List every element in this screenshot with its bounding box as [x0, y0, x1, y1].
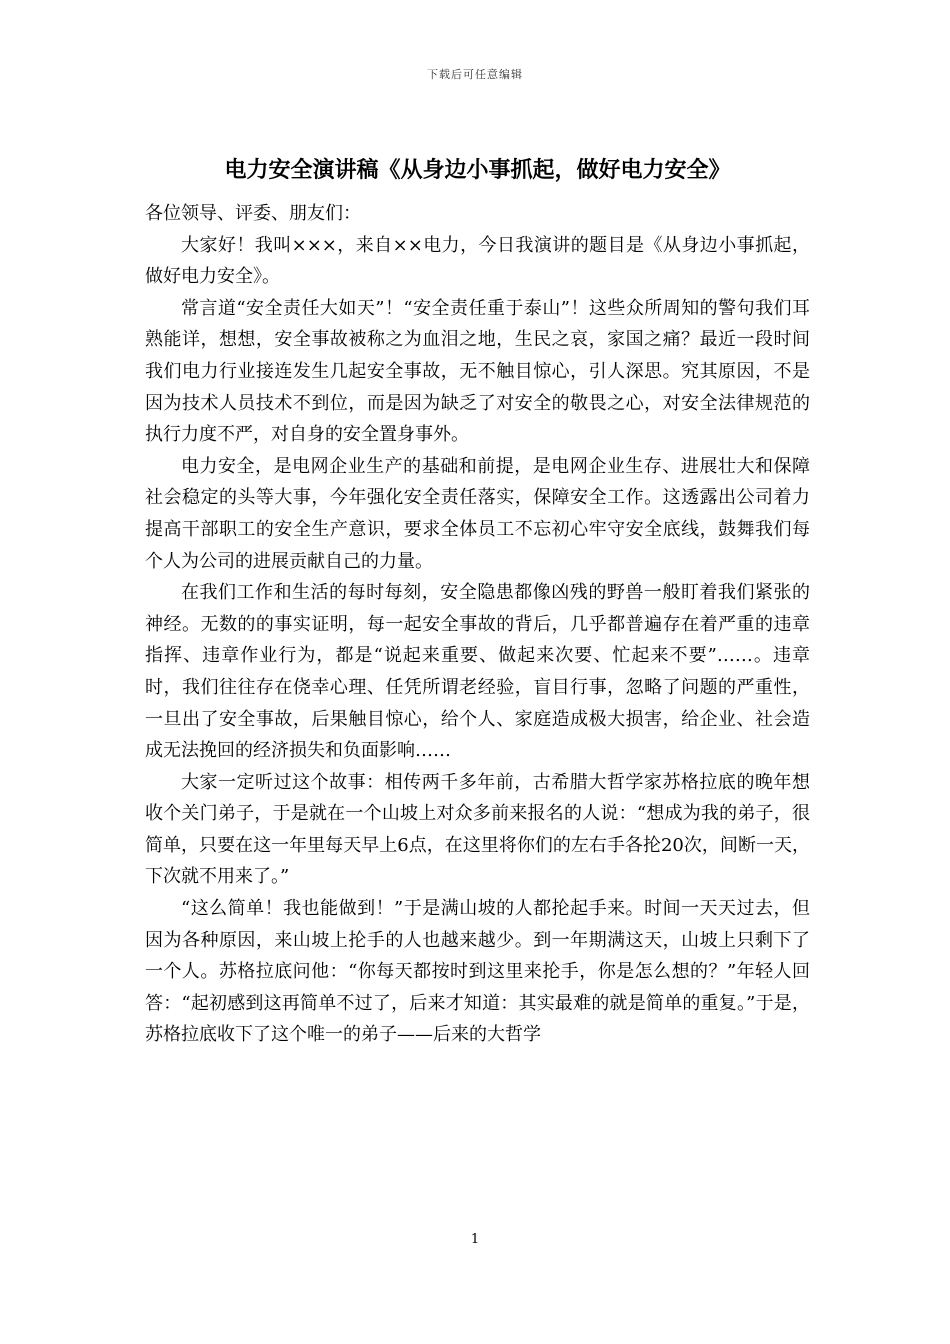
- document-body: [145, 198, 810, 1051]
- paragraph: “这么简单！我也能做到！”于是满山坡的人都抡起手来。时间一天天过去，但因为各种原因，来山坡上抡手的人也越来越少。到一年期满这天，山坡上只剩下了一个人。苏格拉底问他：“你每天都按时到这里来抡手，你是怎么想的？”年轻人回答：“起初感到这再简单不过了，后来才知道：其实最难的就是简单的重复。”于是，苏格拉底收下了这个唯一的弟子——后来的大哲学: [145, 898, 810, 1046]
- salutation: 各位领导、评委、朋友们：: [145, 203, 361, 224]
- paragraph: 大家一定听过这个故事：相传两千多年前，古希腊大哲学家苏格拉底的晚年想收个关门弟子，于是就在一个山坡上对众多前来报名的人说：“想成为我的弟子，很简单，只要在这一年里每天早上6点，在这里将你们的左右手各抡20次，间断一天，下次就不用来了。”: [145, 771, 810, 888]
- header-note: 下载后可任意编辑: [427, 68, 523, 81]
- document-title: 电力安全演讲稿《从身边小事抓起，做好电力安全》: [224, 157, 731, 183]
- paragraph: 常言道“安全责任大如天”！“安全责任重于泰山”！这些众所周知的警句我们耳熟能详，想想，安全事故被称之为血泪之地，生民之哀，家国之痛？最近一段时间我们电力行业接连发生几起安全事故，无不触目惊心，引人深思。究其原因，不是因为技术人员技术不到位，而是因为缺乏了对安全的敬畏之心，对安全法律规范的执行力度不严，对自身的安全置身事外。: [145, 297, 810, 446]
- paragraph: 大家好！我叫×××，来自××电力，今日我演讲的题目是《从身边小事抓起，做好电力安全》。: [145, 234, 810, 288]
- paragraph: 在我们工作和生活的每时每刻，安全隐患都像凶残的野兽一般盯着我们紧张的神经。无数的的事实证明，每一起安全事故的背后，几乎都普遍存在着严重的违章指挥、违章作业行为，都是“说起来重要、做起来次要、忙起来不要”……。违章时，我们往往存在侥幸心理、任凭所谓老经验，盲目行事，忽略了问题的严重性，一旦出了安全事故，后果触目惊心，给个人、家庭造成极大损害，给企业、社会造成无法挽回的经济损失和负面影响……: [145, 582, 810, 762]
- paragraph: 电力安全，是电网企业生产的基础和前提，是电网企业生存、进展壮大和保障社会稳定的头等大事，今年强化安全责任落实，保障安全工作。这透露出公司着力提高干部职工的安全生产意识，要求全体员工不忘初心牢守安全底线，鼓舞我们每个人为公司的进展贡献自己的力量。: [145, 455, 810, 572]
- page-number: 1: [470, 1232, 480, 1247]
